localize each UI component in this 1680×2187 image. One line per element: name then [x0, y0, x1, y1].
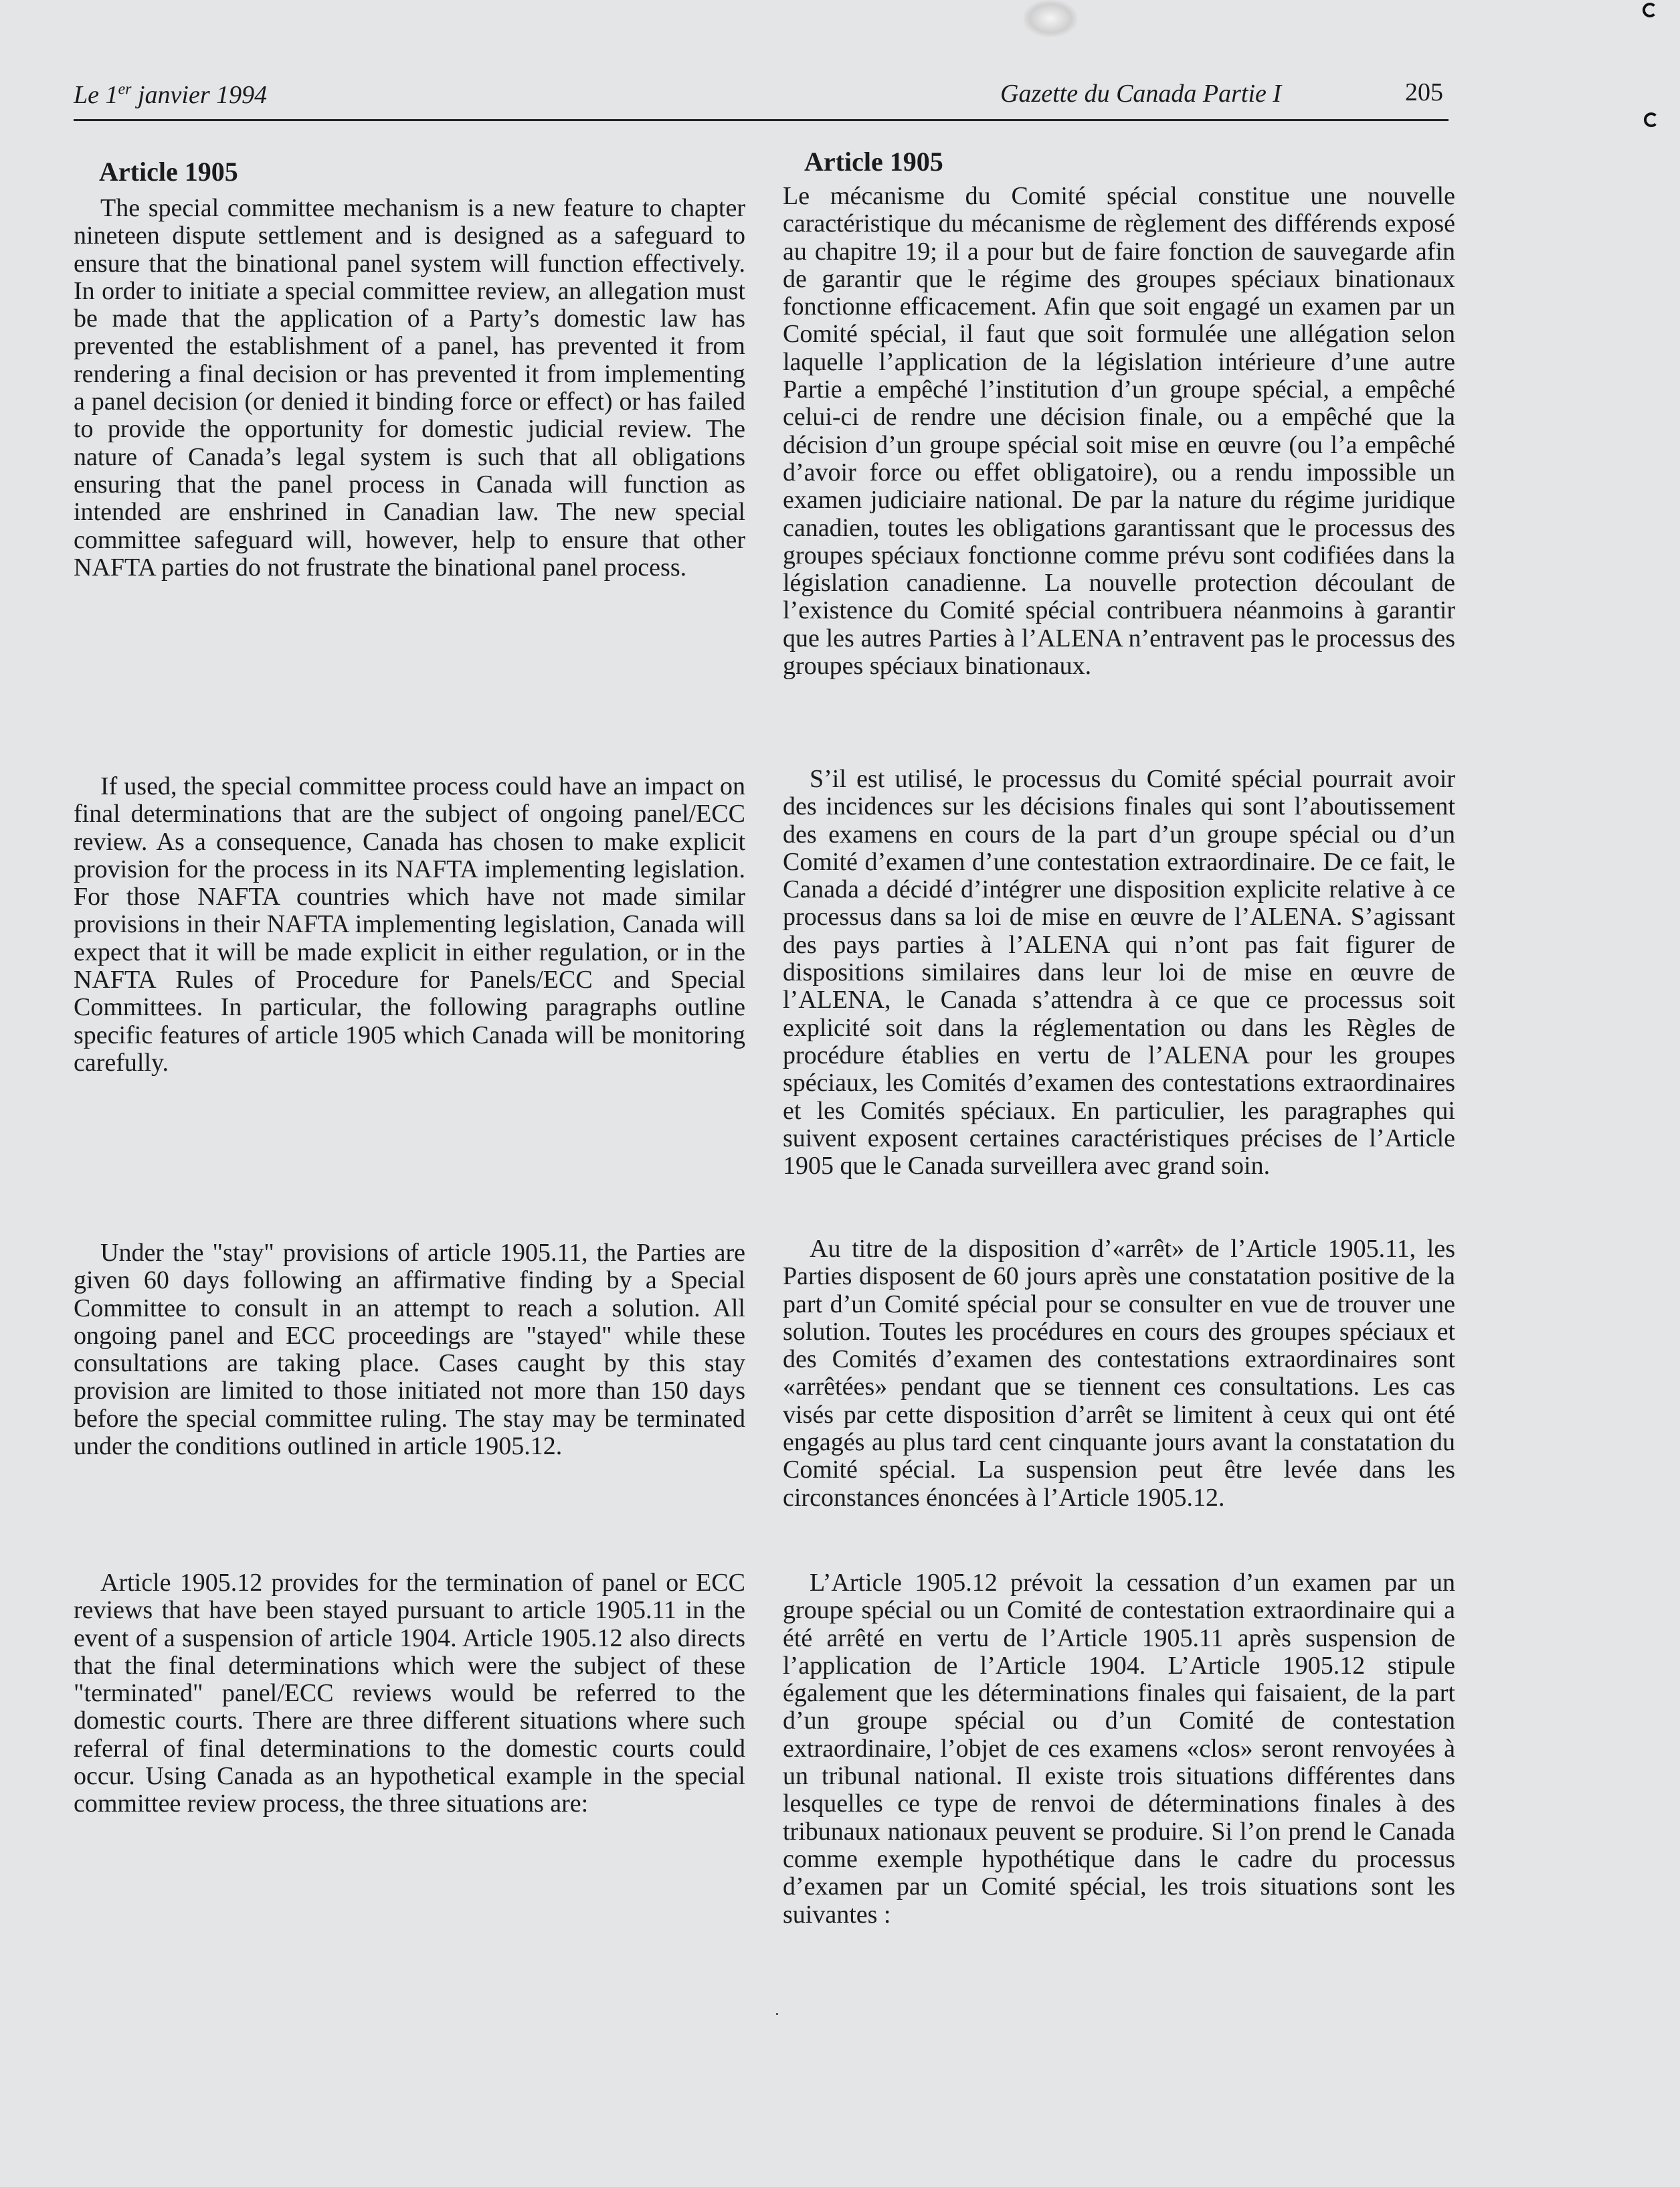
scan-mark	[1644, 112, 1659, 127]
header-date: Le 1er janvier 1994	[74, 80, 268, 109]
english-paragraph-4: Article 1905.12 provides for the termination of panel or ECC reviews that have been stayed pursuant to article 1905.11 in the event of a suspension of article 1904. Article 1905.12 also directs that the final determinations which were the subject of these "terminated" panel/ECC reviews would be referred to the domestic courts. There are three different situations where such referral of final determinations to the domestic courts could occur. Using Canada as an hypothetical example in the special committee review process, the three situations are:	[74, 1569, 745, 1818]
french-paragraph-1: Le mécanisme du Comité spécial constitue une nouvelle caractéristique du mécanisme de règlement des différends exposé au chapitre 19; il a pour but de faire fonction de sauvegarde afin de garantir que le régime des groupes spéciaux binationaux fonctionne efficacement. Afin que soit engagé un examen par un Comité spécial, il faut que soit formulée une allégation selon laquelle l’application de la législation intérieure d’une autre Partie a empêché l’institution d’un groupe spécial, a empêché celui-ci de rendre une décision finale, ou a empêché que la décision d’un groupe spécial soit mise en œuvre (ou l’a empêché d’avoir force ou effet obligatoire), ou a rendu impossible un examen judiciaire national. De par la nature du régime juridique canadien, toutes les obligations garantissant que le processus des groupes spéciaux fonctionne comme prévu sont codifiées dans la législation canadienne. La nouvelle protection découlant de l’existence du Comité spécial contribuera néanmoins à garantir que les autres Parties à l’ALENA n’entravent pas le processus des groupes spéciaux binationaux.	[783, 182, 1455, 681]
scan-speck	[776, 2013, 778, 2015]
header-publication: Gazette du Canada Partie I	[1000, 80, 1282, 108]
page-number: 205	[1405, 78, 1443, 106]
paper-smudge	[1024, 0, 1077, 37]
header-rule	[74, 119, 1449, 121]
scan-mark	[1643, 3, 1657, 17]
english-paragraph-1: The special committee mechanism is a new feature to chapter nineteen dispute settlement and is designed as a safeguard to ensure that the binational panel system will function effectively. In order to initiate a special committee review, an allegation must be made that the application of a Party’s domestic law has prevented the establishment of a panel, has prevented it from rendering a final decision or has prevented it from implementing a panel decision (or denied it binding force or effect) or has failed to provide the opportunity for domestic judicial review. The nature of Canada’s legal system is such that all obligations ensuring that the panel process in Canada will function as intended are enshrined in Canadian law. The new special committee safeguard will, however, help to ensure that other NAFTA parties do not frustrate the binational panel process.	[74, 194, 745, 582]
french-paragraph-2: S’il est utilisé, le processus du Comité spécial pourrait avoir des incidences sur les décisions finales qui sont l’aboutissement des examens en cours de la part d’un groupe spécial ou d’un Comité d’examen d’une contestation extraordinaire. De ce fait, le Canada a décidé d’intégrer une disposition explicite relative à ce processus dans sa loi de mise en œuvre de l’ALENA. S’agissant des pays parties à l’ALENA qui n’ont pas fait figurer de dispositions similaires dans leur loi de mise en œuvre de l’ALENA, le Canada s’attendra à ce que ce processus soit explicité soit dans la réglementation ou dans les Règles de procédure établies en vertu de l’ALENA pour les groupes spéciaux, les Comités d’examen des contestations extraordinaires et les Comités spéciaux. En particulier, les paragraphes qui suivent exposent certaines caractéristiques précises de l’Article 1905 que le Canada surveillera avec grand soin.	[783, 765, 1455, 1180]
english-article-title: Article 1905	[99, 157, 238, 187]
french-paragraph-3: Au titre de la disposition d’«arrêt» de l’Article 1905.11, les Parties disposent de 60 jours après une constatation positive de la part d’un Comité spécial pour se consulter en vue de trouver une solution. Toutes les procédures en cours des groupes spéciaux et des Comités d’examen des contestations extraordinaires sont «arrêtées» pendant que se tiennent ces consultations. Les cas visés par cette disposition d’arrêt se limitent à ceux qui ont été engagés au plus tard cent cinquante jours avant la constatation du Comité spécial. La suspension peut être levée dans les circonstances énoncées à l’Article 1905.12.	[783, 1235, 1455, 1512]
french-article-title: Article 1905	[804, 147, 943, 177]
french-paragraph-4: L’Article 1905.12 prévoit la cessation d’un examen par un groupe spécial ou un Comité de contestation extraordinaire qui a été arrêté en vertu de l’Article 1905.11 après suspension de l’application de l’Article 1904. L’Article 1905.12 stipule également que les déterminations finales qui faisaient, de la part d’un groupe spécial ou d’un Comité de contestation extraordinaire, l’objet de ces examens «clos» seront renvoyées à un tribunal national. Il existe trois situations différentes dans lesquelles ce type de renvoi de déterminations finales à des tribunaux nationaux peuvent se produire. Si l’on prend le Canada comme exemple hypothétique dans le cadre du processus d’examen par un Comité spécial, les trois situations sont les suivantes :	[783, 1569, 1455, 1929]
english-paragraph-2: If used, the special committee process could have an impact on final determinations that are the subject of ongoing panel/ECC review. As a consequence, Canada has chosen to make explicit provision for the process in its NAFTA implementing legislation. For those NAFTA countries which have not made similar provisions in their NAFTA implementing legislation, Canada will expect that it will be made explicit in either regulation, or in the NAFTA Rules of Procedure for Panels/ECC and Special Committees. In particular, the following paragraphs outline specific features of article 1905 which Canada will be monitoring carefully.	[74, 772, 745, 1077]
english-paragraph-3: Under the "stay" provisions of article 1905.11, the Parties are given 60 days following an affirmative finding by a Special Committee to consult in an attempt to reach a solution. All ongoing panel and ECC proceedings are "stayed" while these consultations are taking place. Cases caught by this stay provision are limited to those initiated not more than 150 days before the special committee ruling. The stay may be terminated under the conditions outlined in article 1905.12.	[74, 1239, 745, 1461]
running-header	[74, 75, 1449, 122]
